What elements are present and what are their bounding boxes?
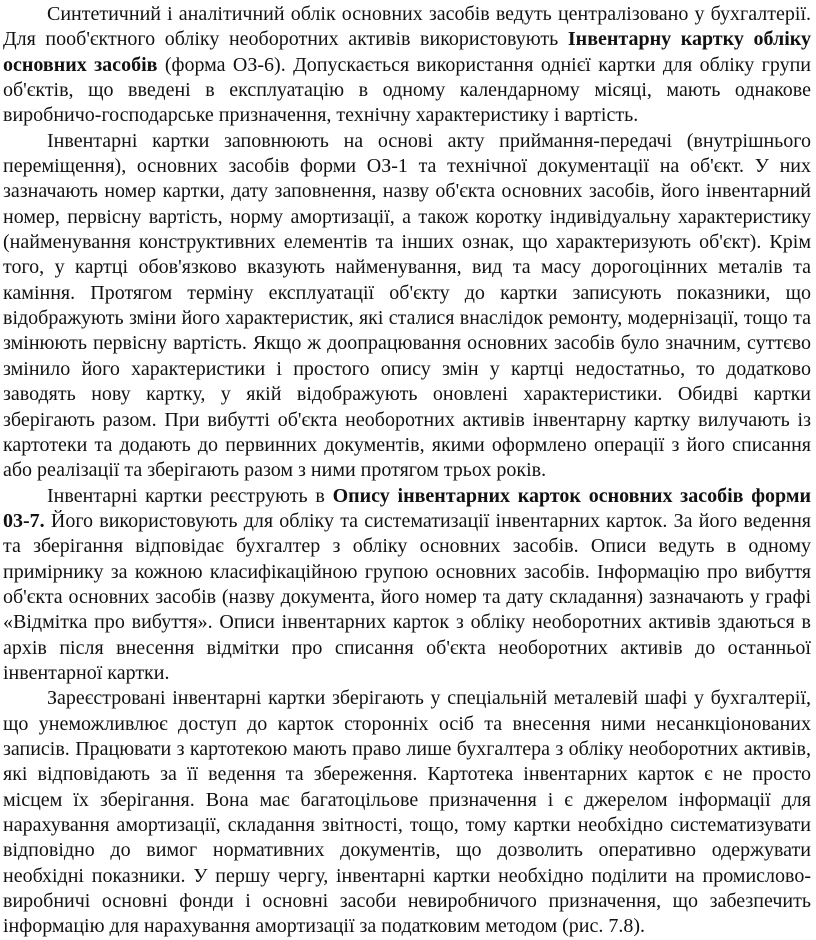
paragraph-1: [3, 2, 811, 129]
paragraph-4: [3, 686, 811, 939]
term-inventory-card: Інвентарну картку обліку основних засобів: [3, 28, 812, 76]
paragraph-2: [3, 129, 811, 484]
paragraph-1-text: Синтетичний і аналітичний облік основних засобів ведуть централізовано у бухгалтерії. Для пооб'єктного обліку необоротних активів використовують: [3, 3, 811, 51]
paragraph-1-text: (форма ОЗ-6). Допускається використання однієї картки для обліку групи об'єктів, що введені в експлуатацію в одному календарному місяці, мають однакове виробничо-господарське призначення, технічну характеристику і вартість.: [3, 53, 811, 127]
paragraph-3-text: Його використовують для обліку та систематизації інвентарних карток. За його ведення та зберігання відповідає бухгалтер з обліку основних засобів. Описи ведуть в одному примірнику за кожною класифікаційною групою основних засобів. Інформацію про вибуття об'єкта основних засобів (назву документа, його номер та дату складання) зазначають у графі «Відмітка про вибуття». Описи інвентарних карток з обліку необоротних активів здаються в архів після внесення відмітки про списання об'єкта необоротних активів до останньої інвентарної картки.: [3, 509, 811, 684]
paragraph-4-text: Зареєстровані інвентарні картки зберігають у спеціальній металевій шафі у бухгалтерії, що унеможливлює доступ до карток сторонніх осіб та внесення ними несанкціонованих записів. Працювати з картотекою мають право лише бухгалтера з обліку необоротних активів, які відповідають за її ведення та збереження. Картотека інвентарних карток є не просто місцем їх зберігання. Вона має багатоцільове призначення і є джерелом інформації для нарахування амортизації, складання звітності, тощо, тому картки необхідно систематизувати відповідно до вимог нормативних документів, що дозволить оперативно одержувати необхідні показники. У першу чергу, інвентарні картки необхідно поділити на промислово-виробничі основні фонди і основні засоби невиробничого призначення, що забезпечить інформацію для нарахування амортизації за податковим методом (рис. 7.8).: [3, 687, 811, 938]
paragraph-3-text: Інвентарні картки реєструють в: [47, 484, 333, 507]
paragraph-2-text: Інвентарні картки заповнюють на основі акту приймання-передачі (внутрішнього переміщення), основних засобів форми ОЗ-1 та технічної документації на об'єкт. У них зазначають номер картки, дату заповнення, назву об'єкта основних засобів, його інвентарний номер, первісну вартість, норму амортизації, а також коротку індивідуальну характеристику (найменування конструктивних елементів та інших ознак, що характеризують об'єкт). Крім того, у картці обов'язково вказують найменування, вид та масу дорогоцінних металів та каміння. Протягом терміну експлуатації об'єкту до картки записують показники, що відображують зміни його характеристик, які сталися внаслідок ремонту, модернізації, тощо та змінюють первісну вартість. Якщо ж доопрацювання основних засобів було значним, суттєво змінило його характеристики і простого опису змін у картці недостатньо, то додатково заводять нову картку, у якій відображують оновлені характеристики. Обидві картки зберігають разом. При вибутті об'єкта необоротних активів інвентарну картку вилучають із картотеки та додають до первинних документів, якими оформлено операції з його списання або реалізації та зберігають разом з ними протягом трьох років.: [3, 129, 811, 482]
paragraph-3: [3, 484, 811, 687]
term-inventory-list: Опису інвентарних карток основних засобів форми 03-7.: [3, 484, 811, 532]
